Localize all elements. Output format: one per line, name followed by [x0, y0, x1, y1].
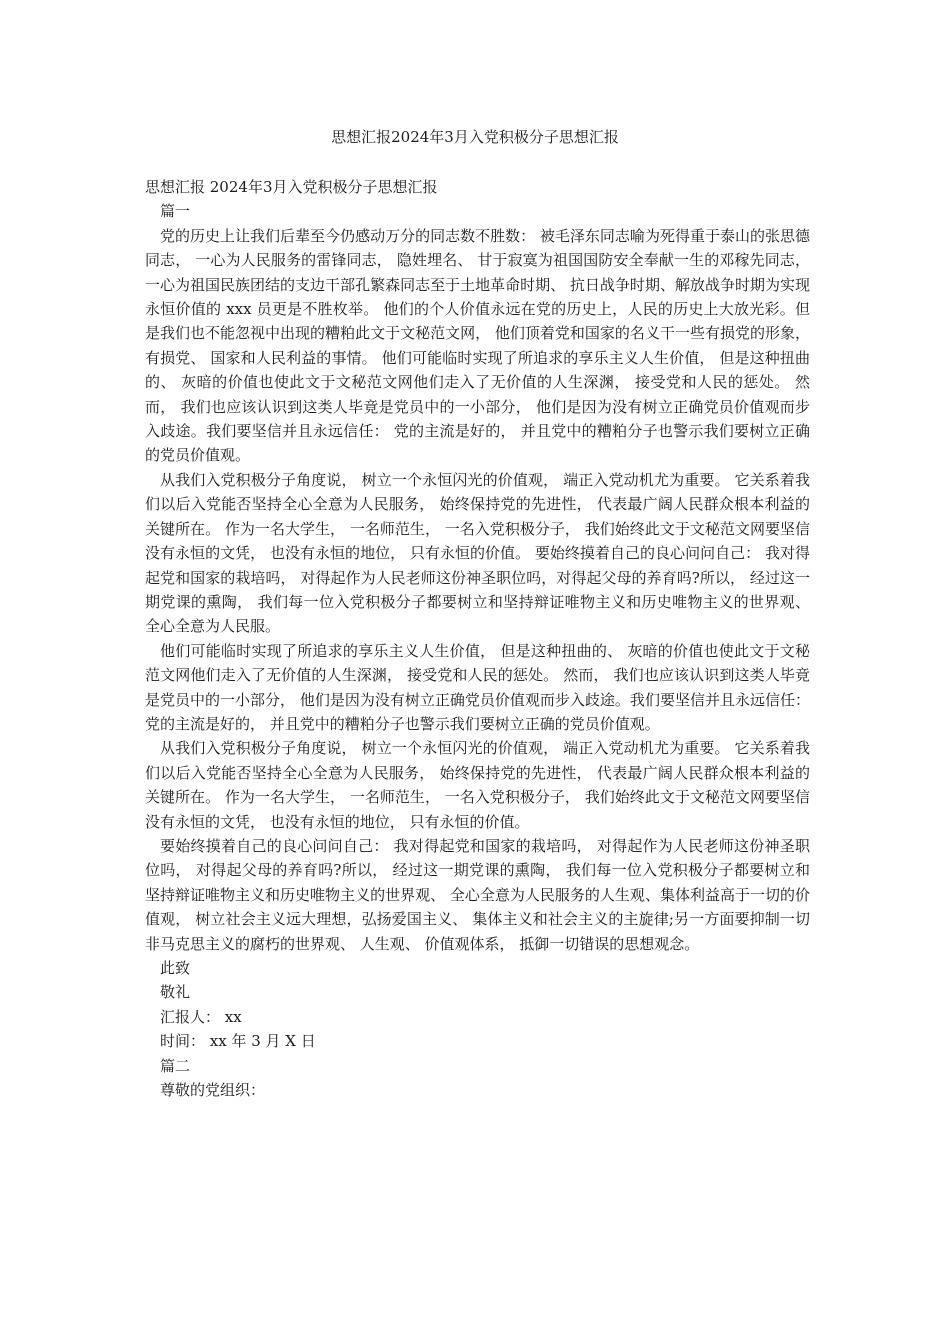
paragraph: 从我们入党积极分子角度说， 树立一个永恒闪光的价值观， 端正入党动机尤为重要。 它关系着我们以后入党能否坚持全心全意为人民服务， 始终保持党的先进性， 代表最广阔人民群众根本利益的关键所在。 作为一名大学生， 一名师范生， 一名入党积极分子， 我们始终此文于文秘范文网要坚信没有永恒的文凭， 也没有永恒的地位， 只有永恒的价值。 [145, 739, 810, 831]
date-line: 时间： xx 年 3 月 X 日 [160, 1032, 316, 1051]
section-heading-part1: 篇一 [160, 202, 191, 221]
document-subtitle: 思想汇报 2024年3月入党积极分子思想汇报 [145, 178, 438, 196]
page-title: 思想汇报2024年3月入党积极分子思想汇报 [331, 128, 619, 146]
paragraph: 党的历史上让我们后辈至今仍感动万分的同志数不胜数： 被毛泽东同志喻为死得重于泰山的张思德同志， 一心为人民服务的雷锋同志， 隐姓埋名、 甘于寂寞为祖国国防安全奉献一生的邓稼先同志，一心为祖国民族团结的支边干部孔繁森同志至于土地革命时期、 抗日战争时期、解放战争时期为实现永恒价值的 xxx 员更是不胜枚举。 他们的个人价值永远在党的历史上，人民的历史上大放光彩。但是我们也不能忽视中出现的糟粕此文于文秘范文网， 他们顶着党和国家的名义干一些有损党的形象， 有损党、 国家和人民利益的事情。 他们可能临时实现了所追求的享乐主义人生价值， 但是这种扭曲的、 灰暗的价值也使此文于文秘范文网他们走入了无价值的人生深渊， 接受党和人民的惩处。 然而， 我们也应该认识到这类人毕竟是党员中的一小部分， 他们是因为没有树立正确党员价值观而步入歧途。我们要坚信并且永远信任： 党的主流是好的， 并且党中的糟粕分子也警示我们要树立正确的党员价值观。 [145, 226, 810, 465]
closing-line: 此致 [160, 959, 191, 977]
paragraph: 从我们入党积极分子角度说， 树立一个永恒闪光的价值观， 端正入党动机尤为重要。 它关系着我们以后入党能否坚持全心全意为人民服务， 始终保持党的先进性， 代表最广阔人民群众根本利益的关键所在。 作为一名大学生， 一名师范生， 一名入党积极分子， 我们始终此文于文秘范文网要坚信没有永恒的文凭， 也没有永恒的地位， 只有永恒的价值。 要始终摸着自己的良心问问自己： 我对得起党和国家的栽培吗， 对得起作为人民老师这份神圣职位吗，对得起父母的养育吗?所以， 经过这一期党课的熏陶， 我们每一位入党积极分子都要树立和坚持辩证唯物主义和历史唯物主义的世界观、 全心全意为人民服。 [145, 470, 810, 636]
closing-salute: 敬礼 [160, 983, 191, 1002]
section-heading-part2: 篇二 [160, 1056, 191, 1075]
reporter-line: 汇报人： xx [160, 1007, 242, 1026]
salutation: 尊敬的党组织： [160, 1081, 266, 1100]
document-body [145, 175, 810, 1102]
paragraph: 他们可能临时实现了所追求的享乐主义人生价值， 但是这种扭曲的、 灰暗的价值也使此文于文秘范文网他们走入了无价值的人生深渊， 接受党和人民的惩处。 然而， 我们也应该认识到这类人毕竟是党员中的一小部分， 他们是因为没有树立正确党员价值观而步入歧途。我们要坚信并且永远信任： 党的主流是好的， 并且党中的糟粕分子也警示我们要树立正确的党员价值观。 [145, 641, 810, 733]
paragraph: 要始终摸着自己的良心问问自己： 我对得起党和国家的栽培吗， 对得起作为人民老师这份神圣职位吗， 对得起父母的养育吗?所以， 经过这一期党课的熏陶， 我们每一位入党积极分子都要树立和坚持辩证唯物主义和历史唯物主义的世界观、 全心全意为人民服务的人生观、集体利益高于一切的价值观， 树立社会主义远大理想，弘扬爱国主义、 集体主义和社会主义的主旋律;另一方面要抑制一切非马克思主义的腐朽的世界观、 人生观、 价值观体系， 抵御一切错误的思想观念。 [145, 836, 810, 953]
